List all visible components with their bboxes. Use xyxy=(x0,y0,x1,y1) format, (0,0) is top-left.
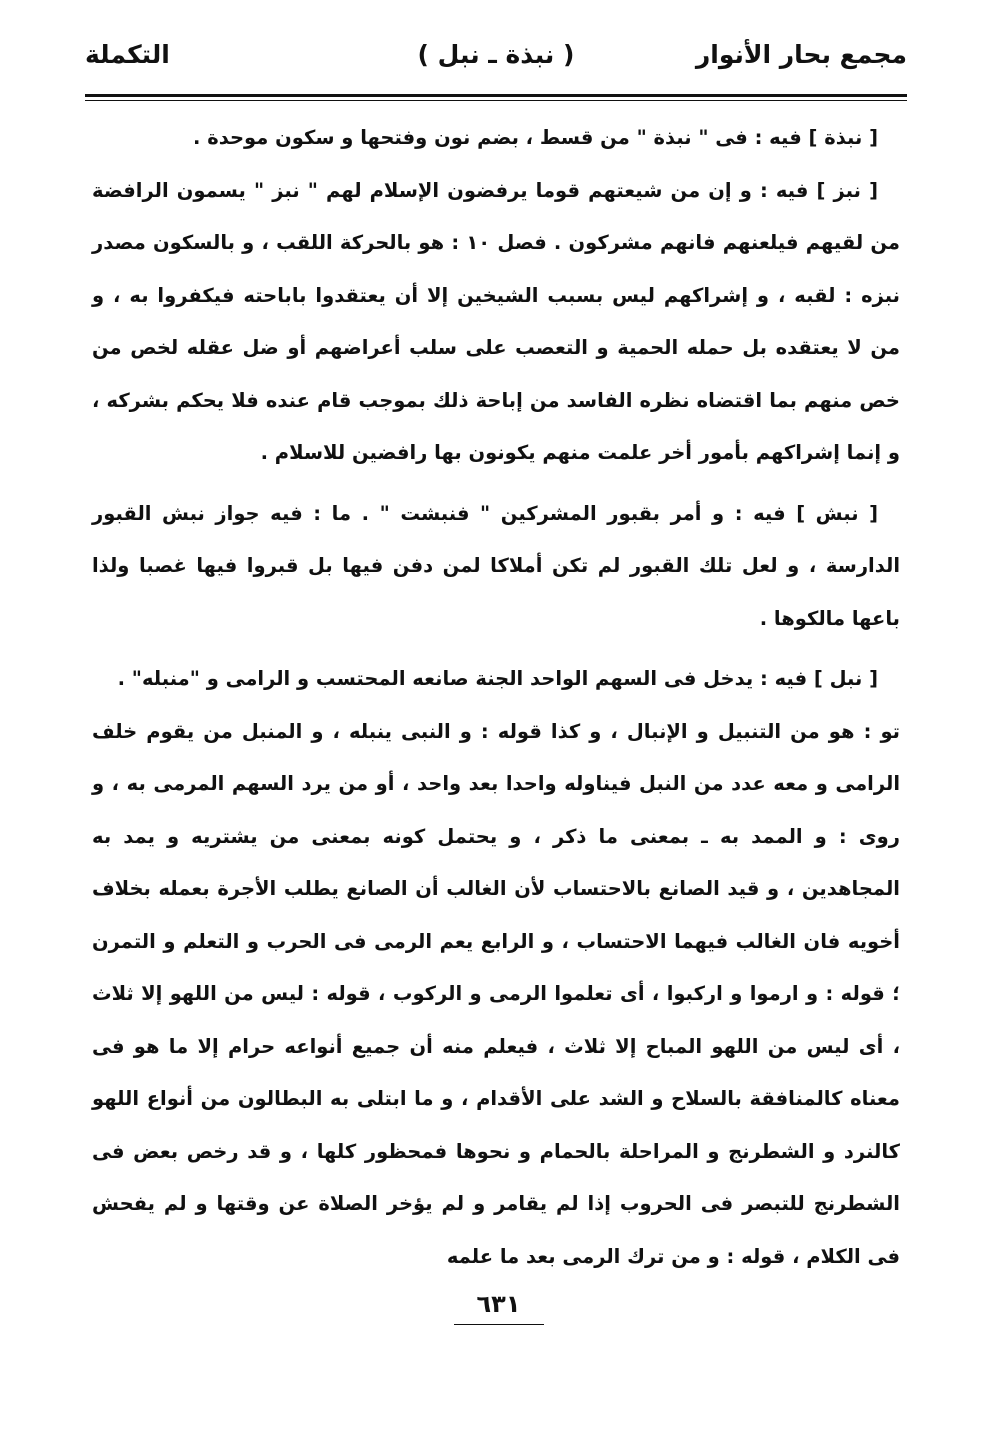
entry-range: ( نبذة ـ نبل ) xyxy=(417,40,575,69)
book-title: مجمع بحار الأنوار xyxy=(695,40,907,69)
paragraph-nabz: [ نبز ] فيه : و إن من شيعتهم قوما يرفضون الإسلام لهم " نبز " يسمون الرافضة من لقيهم فيلعنهم فانهم مشركون . فصل ١٠ : هو بالحركة اللقب ، و بالسكون مصدر نبزه : لقبه ، و إشراكهم ليس بسبب الشيخين إلا أن يعتقدوا باباحته فيكفروا به ، و من لا يعتقده بل حمله الحمية و التعصب على سلب أعراضهم أو ضل عقله لخص من خص منهم بما اقتضاه نظره الفاسد من إباحة ذلك بموجب قام عنده فلا يحكم بشركه ، و إنما إشراكهم بأمور أخر علمت منهم يكونون بها رافضين للاسلام . xyxy=(92,178,900,464)
paragraph-commentary: تو : هو من التنبيل و الإنبال ، و كذا قوله : و النبى ينبله ، و المنبل من يقوم خلف الرامى و معه عدد من النبل فيناوله واحدا بعد واحد ، أو من يرد السهم المرمى به ، و روى : و الممد به ـ بمعنى ما ذكر ، و يحتمل كونه بمعنى من يشتريه و يمد به المجاهدين ، و قيد الصانع بالاحتساب لأن الغالب أن الصانع يطلب الأجرة بعمله بخلاف أخويه فان الغالب فيهما الاحتساب ، و الرابع يعم الرمى فى الحرب و التعلم و التمرن ؛ قوله : و ارموا و اركبوا ، أى تعلموا الرمى و الركوب ، قوله : ليس من اللهو إلا ثلاث ، أى ليس من اللهو المباح إلا ثلاث ، فيعلم منه أن جميع أنواعه حرام إلا ما هو فى معناه كالمنافقة بالسلاح و الشد على الأقدام ، و ما ابتلى به البطالون من أنواع اللهو كالنرد و الشطرنج و المراحلة بالحمام و نحوها فمحظور كلها ، و قد رخص بعض فى الشطرنج للتبصر فى الحروب إذا لم يقامر و لم يؤخر الصلاة عن وقتها و لم يفحش فى الكلام ، قوله : و من ترك الرمى بعد ما علمه xyxy=(92,719,900,1268)
page-number-text: ٦٣١ xyxy=(476,1290,521,1318)
paragraph-nabdha: [ نبذة ] فيه : فى " نبذة " من قسط ، بضم نون وفتحها و سكون موحدة . xyxy=(193,126,878,149)
header-rule-thin xyxy=(85,100,907,101)
page-number-rule xyxy=(454,1324,544,1325)
body-text xyxy=(92,112,900,1283)
page-number xyxy=(0,1290,997,1325)
running-header xyxy=(85,40,907,84)
paragraph-nabsh: [ نبش ] فيه : و أمر بقبور المشركين " فنبشت " . ما : فيه جواز نبش القبور الدارسة ، و لعل تلك القبور لم تكن أملاكا لمن دفن فيها بل قبروا فيها غصبا ولذا باعها مالكوها . xyxy=(92,501,900,630)
paragraph-nabl: [ نبل ] فيه : يدخل فى السهم الواحد الجنة صانعه المحتسب و الرامى و "منبله" . xyxy=(117,667,878,690)
section-title: التكملة xyxy=(85,40,170,69)
header-rule-thick xyxy=(85,94,907,97)
